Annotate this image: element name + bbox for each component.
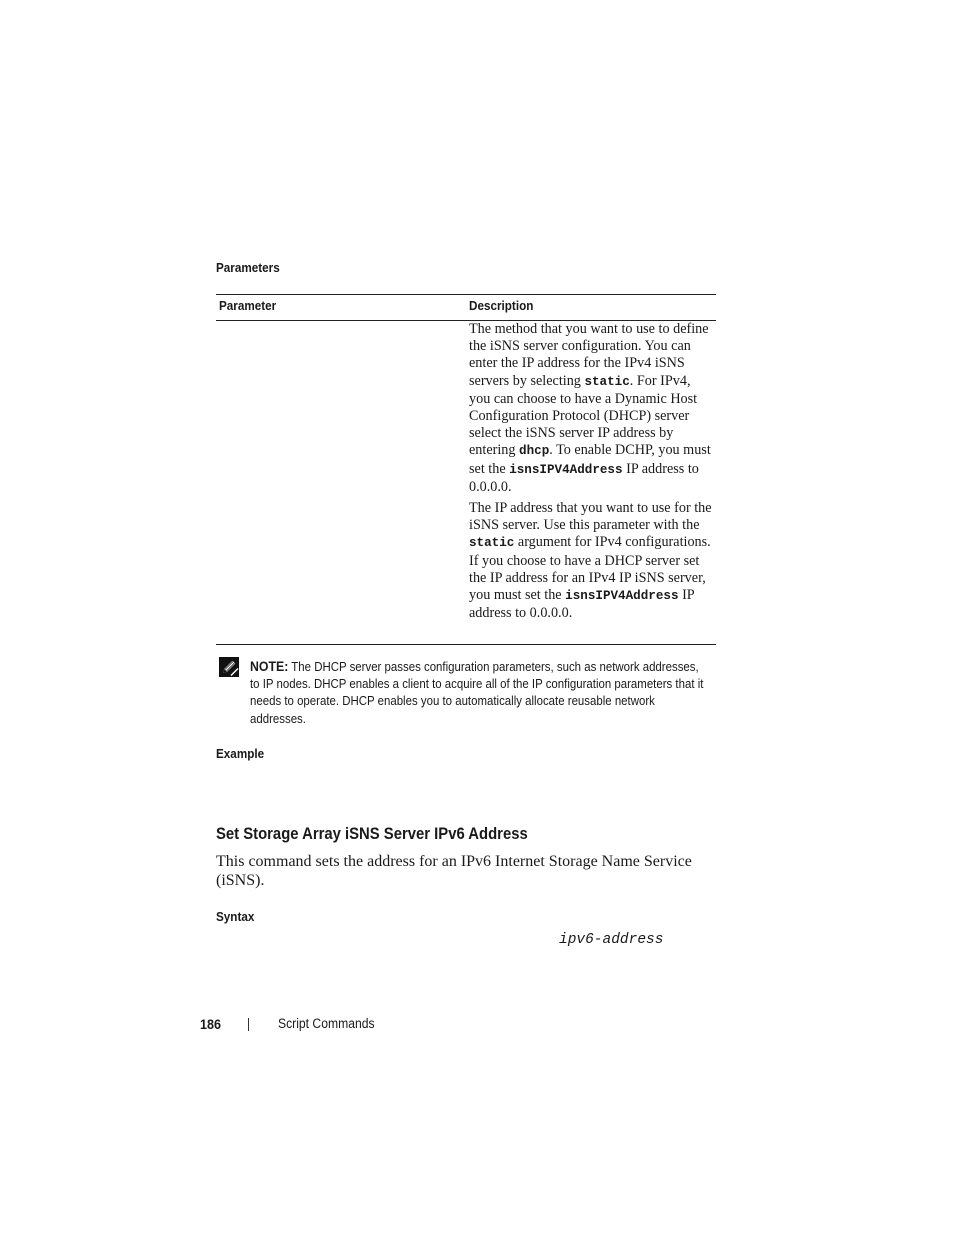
note-paragraph <box>250 658 708 727</box>
code-isnsipv4address: isnsIPV4Address <box>509 462 623 477</box>
desc-text: . For IPv4, you can choose to have a Dynamic Host Configuration Protocol (DHCP) server select the iSNS server IP address by entering <box>469 372 698 459</box>
note-body: The DHCP server passes configuration parameters, such as network addresses, to IP nodes. DHCP enables a client to acquire all of the IP configuration parameters that it needs to operate. DHCP enables you to automatically allocate reusable network addresses. <box>250 659 704 726</box>
example-heading: Example <box>216 746 265 761</box>
code-static: static <box>584 374 630 389</box>
syntax-argument: ipv6-address <box>559 932 664 948</box>
footer-section-name: Script Commands <box>278 1016 375 1031</box>
footer-divider <box>248 1018 249 1031</box>
syntax-heading: Syntax <box>216 909 255 924</box>
section-description: This command sets the address for an IPv6 Internet Storage Name Service (iSNS). <box>216 853 692 889</box>
note-label: NOTE: <box>250 658 289 674</box>
desc-text: The method that you want to use to define the iSNS server configuration. You can enter the IP address for the IPv4 iSNS servers by selecting <box>469 321 709 389</box>
desc-text: IP address to 0.0.0.0. <box>469 587 695 622</box>
column-header-parameter: Parameter <box>219 298 277 313</box>
description-cell-1 <box>469 321 714 496</box>
table-header-row <box>216 295 716 321</box>
code-static: static <box>469 536 515 551</box>
desc-text: The IP address that you want to use for the iSNS server. Use this parameter with the <box>469 500 712 534</box>
code-isnsipv4address: isnsIPV4Address <box>565 589 679 604</box>
section-title: Set Storage Array iSNS Server IPv6 Address <box>216 825 528 843</box>
description-cell-2 <box>469 500 714 622</box>
desc-text: . To enable DCHP, you must set the <box>469 442 711 477</box>
code-dhcp: dhcp <box>519 444 550 459</box>
column-header-description: Description <box>469 298 534 313</box>
parameters-heading: Parameters <box>216 260 280 275</box>
desc-text: IP address to 0.0.0.0. <box>469 460 699 495</box>
parameters-table <box>216 294 716 645</box>
desc-text: argument for IPv4 configurations. If you choose to have a DHCP server set the IP address for an IPv4 IP iSNS server, you must set the <box>469 534 711 604</box>
note-pencil-icon <box>218 656 240 678</box>
page-number: 186 <box>200 1016 222 1032</box>
